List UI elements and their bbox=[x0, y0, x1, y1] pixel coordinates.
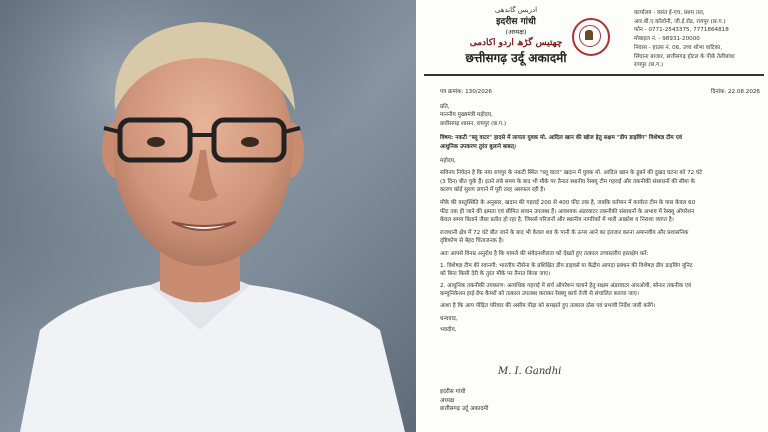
letterhead-org: छत्तीसगढ़ उर्दू अकादमी bbox=[465, 51, 567, 65]
letterhead-name: इदरीस गांधी bbox=[496, 17, 536, 27]
contact-line: सिंघाना बाजार, छत्तीसगढ़ होटल के पीछे तेलीबांधा bbox=[634, 53, 735, 60]
contact-line: कार्यालय - वसंत ई-एच, प्रथम तल, bbox=[634, 10, 705, 16]
point-line: को बिना किसी देरी के तुरंत मौके पर तैनात किया जाए। bbox=[440, 271, 551, 278]
letterhead-contact bbox=[634, 9, 766, 70]
contact-line: मोबाइल नं. - 98931-20000 bbox=[634, 36, 700, 43]
signatory-designation: अध्यक्ष bbox=[440, 397, 455, 404]
signature: M. I. Gandhi bbox=[498, 366, 562, 377]
paragraph-line: फीट तक ही जाने की क्षमता एवं सीमित साधन उपलब्ध हैं। आवश्यक अंडरवाटर तकनीकी संसाधनों के अभाव में रेस्क्यू ऑपरेशन bbox=[440, 208, 695, 215]
point-line: 2. आधुनिक तकनीकी उपकरण: अत्यधिक गहराई में सर्च ऑपरेशन चलाने हेतु सक्षम अंडरवाटर आरओवी, सोनार तकनीक एवं bbox=[440, 282, 692, 289]
letterhead-urdu-org: چھتیس گڑھ اردو اکادمی bbox=[469, 38, 563, 48]
yours-line: भवदीय, bbox=[440, 327, 457, 334]
recipient-line: प्रति, bbox=[440, 103, 450, 110]
letter-page bbox=[420, 0, 768, 432]
paragraph-line: सविनय निवेदन है कि नया रायपुर के नकटी स्थित "ब्लू वाटर" खदान में युवक मो. आदिल खान के डूबने की दुखद घटना को 72 घंटे bbox=[440, 170, 703, 177]
paragraph-line: (3 दिन) बीत चुके हैं। इतने लंबे समय के बाद भी मौके पर तैनात स्थानीय रेस्क्यू टीम गहराई और तकनीकी संसाधनों की सीमा के bbox=[440, 178, 695, 185]
recipient-line: छत्तीसगढ़ शासन, रायपुर (छ.ग.) bbox=[440, 120, 507, 127]
contact-line: निवास - हाउस नं. 06, उच्च शोभा वाटिका, bbox=[634, 44, 723, 51]
letterhead-urdu-name: ادریس گاندھی bbox=[494, 6, 538, 14]
letterhead-divider bbox=[424, 74, 764, 76]
letter-ref: पत्र क्रमांक: 130/2026 bbox=[440, 89, 492, 95]
point-line: कम्युनिकेशन हाई-डेफ कैमरों को तत्काल उपलब्ध कराकर रेस्क्यू कार्य तेजी से संचालित कराया जाए। bbox=[440, 291, 639, 298]
salutation: महोदय, bbox=[440, 157, 456, 164]
contact-line: फोन - 0771-2543375, 7771864818 bbox=[634, 27, 729, 34]
paragraph-line: कारण कोई सुराग लगाने में पूरी तरह असफल रही है। bbox=[440, 187, 546, 194]
letter-body bbox=[440, 88, 760, 335]
contact-line: रायपुर (छ.ग.) bbox=[634, 62, 664, 69]
paragraph-line: राजधानी क्षेत्र में 72 घंटे बीत जाने के बाद भी केवल शव के पानी के ऊपर आने का इंतजार करना अमानवीय और प्रशासनिक bbox=[440, 229, 689, 236]
paragraph-line: केवल समय बिताने जैसा प्रतीत हो रहा है, जिससे परिजनों और स्थानीय नागरिकों में भारी आक्रोश व निराशा व्याप्त है। bbox=[440, 217, 674, 224]
paragraph-line: मौके की वस्तुस्थिति के अनुसार, खदान की गहराई 200 से 400 फीट तक है, जबकि वर्तमान में कार्यरत टीम के पास केवल 60 bbox=[440, 199, 696, 206]
letter-date: दिनांक: 22.08.2026 bbox=[711, 89, 760, 95]
thanks-line: धन्यवाद, bbox=[440, 316, 458, 323]
contact-line: आर.बी.ए.कॉलोनी, जी.ई.रोड, रायपुर (छ.ग.) bbox=[634, 18, 726, 25]
subject-line: आधुनिक उपकरण तुरंत बुलाने बाबत्। bbox=[440, 143, 517, 150]
letterhead-designation: (अध्यक्ष) bbox=[505, 28, 527, 36]
paragraph-line: दृष्टिकोण से बेहद चिंताजनक है। bbox=[440, 238, 504, 245]
point-line: 1. विशेषज्ञ टीम की रवानगी: भारतीय नौसेना के प्रशिक्षित डीप डाइवर्स या केंद्रीय आपदा प्रबंधन की विशेषज्ञ डीप डाइविंग यूनिट bbox=[440, 262, 693, 269]
signatory-org: छत्तीसगढ़ उर्दू अकादमी bbox=[440, 406, 489, 413]
signatory-name: इदरीस गांधी bbox=[440, 389, 466, 395]
request-intro: अतः आपसे विनम्र अनुरोध है कि मामले की संवेदनशीलता को देखते हुए तत्काल उच्चस्तरीय हस्तक्षेप करें: bbox=[440, 250, 649, 257]
academy-seal-icon bbox=[572, 18, 610, 56]
signatory-block bbox=[440, 388, 488, 414]
recipient-line: माननीय मुख्यमंत्री महोदय, bbox=[440, 112, 493, 119]
closing-hope: आशा है कि आप पीड़ित परिवार की असीम पीड़ा को समझते हुए तत्काल ठोस एवं प्रभावी निर्देश जारी करेंगे। bbox=[440, 302, 656, 309]
subject-line: विषय: नकटी "ब्लू वाटर" हादसे में लापता युवक मो. आदिल खान की खोज हेतु सक्षम "डीप डाइविंग" विशेषज्ञ टीम एवं bbox=[440, 135, 682, 142]
